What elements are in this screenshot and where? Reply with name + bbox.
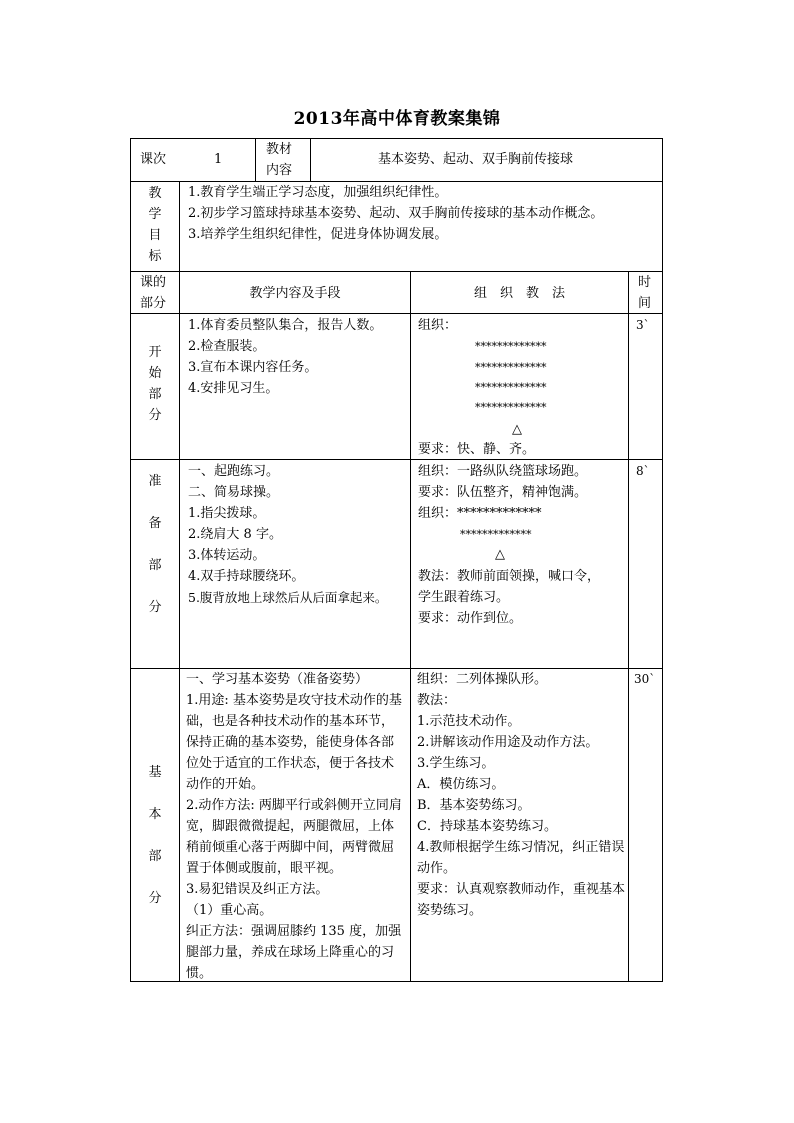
teacher-position-icon: △ <box>495 547 505 562</box>
section-prep-org-formation: 组织：************* <box>418 506 542 521</box>
section-main-method-item: A．模仿练习。 <box>417 777 505 792</box>
section-prep-content-item: 4.双手持球腰绕环。 <box>188 569 305 584</box>
formation-row: ************* <box>475 340 547 353</box>
section-main-time: 30` <box>634 672 656 686</box>
page-title: 2013年高中体育教案集锦 <box>293 109 501 129</box>
goal-item: 2.初步学习篮球持球基本姿势、起动、双手胸前传接球的基本动作概念。 <box>188 206 604 221</box>
section-start-content-item: 1.体育委员整队集合，报告人数。 <box>188 318 383 333</box>
section-main-method-item: 4.教师根据学生练习情况，纠正错误动作。 <box>417 840 625 876</box>
section-main-content-item: 纠正方法：强调屈膝约 135 度，加强腿部力量，养成在球场上降重心的习惯。 <box>186 924 402 981</box>
section-main-content <box>186 669 406 984</box>
formation-row: ************* <box>475 381 547 394</box>
material-value: 基本姿势、起动、双手胸前传接球 <box>378 152 574 167</box>
section-prep-content-item: 一、起跑练习。 <box>188 464 280 479</box>
section-main-method-item: 组织：二列体操队形。 <box>417 672 548 687</box>
col-time-line2: 间 <box>638 296 652 311</box>
section-main-method-item: 教法： <box>417 693 457 708</box>
section-main-content-item: 2.动作方法: 两脚平行或斜侧开立同肩宽，脚跟微微提起，两腿微屈，上体稍前倾重心落于两脚中间，两臂微屈置于体侧或腹前，眼平视。 <box>186 798 402 876</box>
section-main-content-item: 一、学习基本姿势（准备姿势） <box>186 672 369 687</box>
section-start-requirement: 要求：快、静、齐。 <box>418 442 536 457</box>
section-start-content-item: 2.检查服装。 <box>188 339 266 354</box>
material-label-line2: 内容 <box>266 163 293 178</box>
material-label-line1: 教材 <box>266 142 293 157</box>
col-part-line2: 部分 <box>140 296 167 311</box>
section-prep-label: 准 备 部 分 <box>148 474 162 615</box>
section-main-method-item: 要求：认真观察教师动作，重视基本姿势练习。 <box>417 882 626 918</box>
formation-row: ************* <box>460 528 532 541</box>
section-start-time: 3` <box>636 318 650 332</box>
formation-row: ************* <box>475 401 547 414</box>
col-content-header: 教学内容及手段 <box>249 286 341 301</box>
section-main-label: 基 本 部 分 <box>148 765 162 906</box>
section-start-content-item: 3.宣布本课内容任务。 <box>188 360 318 375</box>
goal-item: 3.培养学生组织纪律性，促进身体协调发展。 <box>188 227 448 242</box>
section-prep-content-item: 1.指尖拨球。 <box>188 506 266 521</box>
section-main-content-item: 1.用途: 基本姿势是攻守技术动作的基础，也是各种技术动作的基本环节，保持正确的基本姿势，能使身体各部位处于适宜的工作状态，便于各技术动作的开始。 <box>186 693 402 792</box>
section-main-method-item: 1.示范技术动作。 <box>417 714 521 729</box>
section-prep-time: 8` <box>636 464 650 478</box>
col-method-header: 组 织 教 法 <box>473 286 565 301</box>
section-prep-requirement: 要求：队伍整齐，精神饱满。 <box>418 485 588 500</box>
section-prep-content-item: 2.绕肩大 8 字。 <box>188 527 282 542</box>
section-main-method <box>417 669 625 921</box>
section-prep-teaching: 教法：教师前面领操，喊口令， <box>418 569 601 584</box>
teacher-position-icon: △ <box>512 422 522 437</box>
section-main-content-item: 3.易犯错误及纠正方法。 <box>186 882 329 897</box>
section-prep-org: 组织：一路纵队绕篮球场跑。 <box>418 464 588 479</box>
goal-item: 1.教育学生端正学习态度，加强组织纪律性。 <box>188 185 448 200</box>
section-prep-content-item: 二、简易球操。 <box>188 485 280 500</box>
section-main-method-item: 3.学生练习。 <box>417 756 495 771</box>
section-start-label: 开 始 部 分 <box>148 345 162 423</box>
lesson-number-label: 课次 <box>140 152 167 167</box>
col-time-line1: 时 <box>638 275 652 290</box>
section-start-org: 组织： <box>418 318 458 333</box>
section-main-content-item: （1）重心高。 <box>186 903 273 918</box>
formation-row: ************* <box>475 361 547 374</box>
section-main-method-item: 2.讲解该动作用途及动作方法。 <box>417 735 599 750</box>
lesson-number-value: 1 <box>214 152 223 167</box>
goals-label: 教 学 目 标 <box>148 186 162 264</box>
section-prep-requirement: 要求：动作到位。 <box>418 611 523 626</box>
section-main-method-item: C．持球基本姿势练习。 <box>417 819 557 834</box>
section-main-method-item: B．基本姿势练习。 <box>417 798 531 813</box>
section-prep-content-item: 5.腹背放地上球然后从后面拿起来。 <box>188 590 388 605</box>
section-start-content-item: 4.安排见习生。 <box>188 381 279 396</box>
col-part-line1: 课的 <box>140 275 167 290</box>
section-prep-teaching: 学生跟着练习。 <box>418 590 510 605</box>
section-prep-content-item: 3.体转运动。 <box>188 548 266 563</box>
